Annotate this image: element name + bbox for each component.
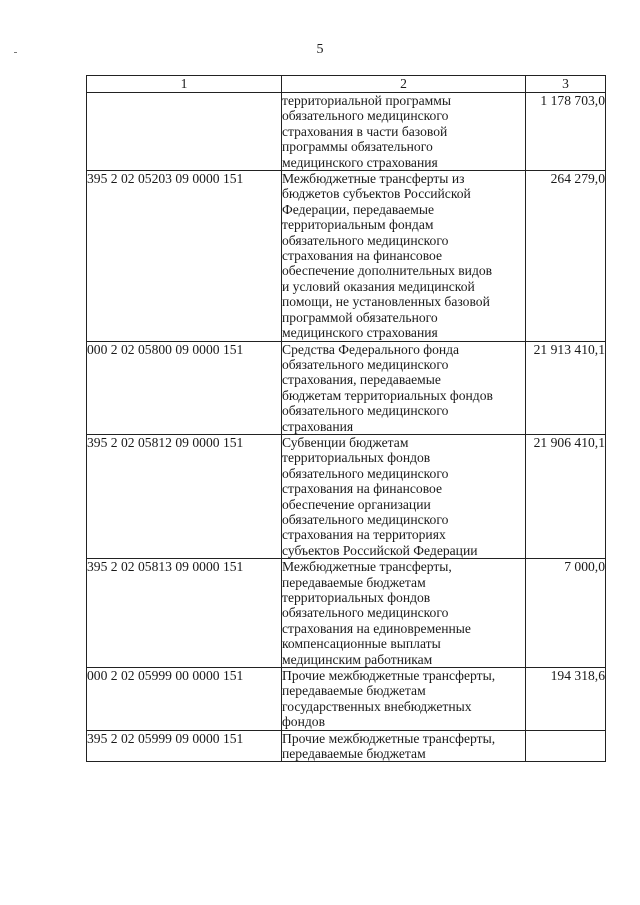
budget-code-cell: 395 2 02 05999 09 0000 151: [87, 730, 282, 762]
amount-cell: 194 318,6: [526, 668, 606, 731]
description-line: бюджетов субъектов Российской: [282, 186, 471, 202]
budget-code-cell: 395 2 02 05203 09 0000 151: [87, 171, 282, 341]
description-cell: [282, 93, 526, 171]
description-line: страхования на единовременные: [282, 620, 471, 636]
description-line: помощи, не установленных базовой: [282, 294, 490, 310]
description-cell: [282, 341, 526, 434]
description-line: Прочие межбюджетные трансферты,: [282, 730, 496, 746]
description-line: территориальных фондов: [282, 590, 431, 605]
description-line: обязательного медицинского: [282, 356, 449, 372]
amount-cell: 264 279,0: [526, 171, 606, 341]
description-line: передаваемые бюджетам: [282, 746, 426, 762]
description-line: фондов: [282, 714, 326, 730]
description-line: Прочие межбюджетные трансферты,: [282, 668, 496, 684]
budget-code-cell: 395 2 02 05812 09 0000 151: [87, 434, 282, 558]
column-header-amount: 3: [526, 76, 606, 93]
table-header-row: [87, 76, 606, 93]
budget-code-cell: 000 2 02 05800 09 0000 151: [87, 341, 282, 434]
description-line: медицинского страхования: [282, 154, 438, 170]
table-row: [87, 668, 606, 731]
page-number: 5: [316, 42, 324, 57]
description-line: обязательного медицинского: [282, 511, 449, 527]
table-row: [87, 171, 606, 341]
description-cell: [282, 668, 526, 731]
table-row: [87, 730, 606, 762]
table-row: [87, 341, 606, 434]
description-line: программой обязательного: [282, 309, 438, 325]
description-line: и условий оказания медицинской: [282, 278, 475, 294]
description-line: обязательного медицинского: [282, 403, 449, 419]
table-row: [87, 559, 606, 668]
description-line: территориальным фондам: [282, 217, 434, 233]
description-line: Субвенции бюджетам: [282, 434, 409, 450]
amount-cell: 21 913 410,1: [526, 341, 606, 434]
description-line: субъектов Российской Федерации: [282, 542, 478, 558]
description-line: страхования: [282, 418, 354, 434]
description-cell: [282, 434, 526, 558]
description-line: обязательного медицинского: [282, 232, 449, 248]
description-line: Средства Федерального фонда: [282, 341, 460, 357]
amount-cell: 21 906 410,1: [526, 434, 606, 558]
description-line: программы обязательного: [282, 139, 433, 155]
budget-code-cell: 000 2 02 05999 00 0000 151: [87, 668, 282, 731]
description-line: Межбюджетные трансферты из: [282, 171, 465, 187]
amount-cell: 1 178 703,0: [526, 93, 606, 171]
description-line: обязательного медицинского: [282, 605, 449, 621]
description-line: передаваемые бюджетам: [282, 574, 426, 590]
description-line: страхования, передаваемые: [282, 372, 441, 388]
description-line: страхования на территориях: [282, 527, 446, 543]
description-cell: [282, 559, 526, 668]
column-header-code: 1: [87, 76, 282, 93]
description-line: страхования на финансовое: [282, 248, 443, 264]
description-line: обеспечение организации: [282, 496, 431, 512]
amount-cell: 7 000,0: [526, 559, 606, 668]
description-line: компенсационные выплаты: [282, 636, 441, 652]
description-line: территориальной программы: [282, 93, 451, 108]
description-line: страхования на финансовое: [282, 481, 443, 497]
description-line: обеспечение дополнительных видов: [282, 263, 493, 279]
description-line: бюджетам территориальных фондов: [282, 387, 493, 403]
description-line: медицинского страхования: [282, 325, 438, 341]
budget-code-cell: [87, 93, 282, 171]
description-cell: [282, 730, 526, 762]
table-row: [87, 93, 606, 171]
description-line: территориальных фондов: [282, 450, 431, 466]
description-line: медицинским работникам: [282, 651, 433, 667]
amount-cell: [526, 730, 606, 762]
table-row: [87, 434, 606, 558]
description-line: обязательного медицинского: [282, 465, 449, 481]
description-line: государственных внебюджетных: [282, 698, 472, 714]
description-line: передаваемые бюджетам: [282, 683, 426, 699]
description-line: страхования в части базовой: [282, 123, 448, 139]
budget-code-cell: 395 2 02 05813 09 0000 151: [87, 559, 282, 668]
description-line: Межбюджетные трансферты,: [282, 559, 452, 575]
description-line: обязательного медицинского: [282, 108, 449, 124]
table-body: [87, 93, 606, 762]
column-header-description: 2: [282, 76, 526, 93]
budget-table: [86, 75, 606, 762]
description-line: Федерации, передаваемые: [282, 201, 434, 217]
description-cell: [282, 171, 526, 341]
